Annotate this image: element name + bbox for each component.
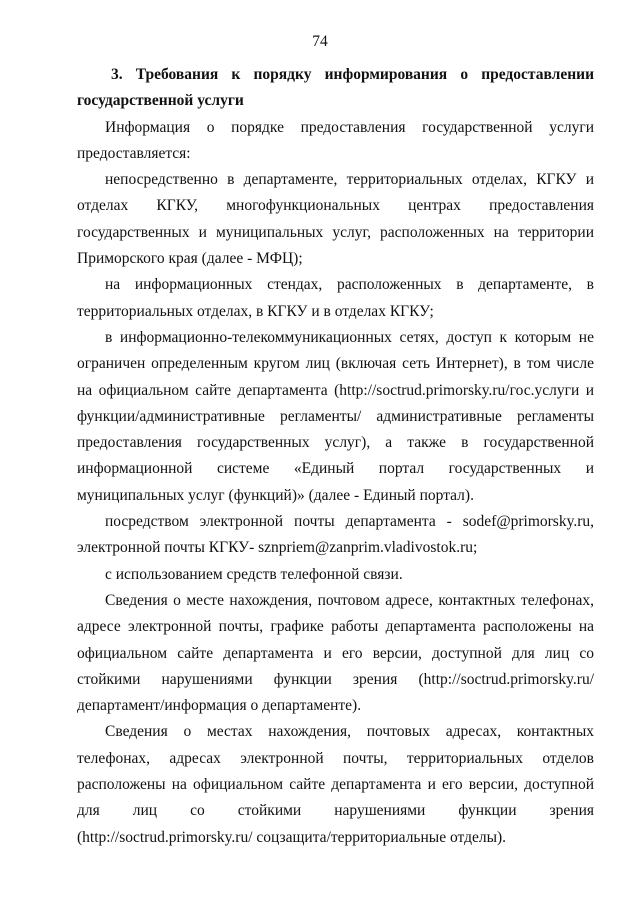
paragraph-info-stands: на информационных стендах, расположенных в департаменте, в территориальных отделах, в КГКУ и в отделах КГКУ;: [77, 276, 594, 320]
page-number: 74: [312, 33, 328, 50]
document-body: [77, 62, 594, 851]
paragraph-phone: с использованием средств телефонной связи.: [105, 565, 403, 583]
paragraph-in-person: непосредственно в департаменте, территориальных отделах, КГКУ и отделах КГКУ, многофункциональных центрах предоставления государственных и муниципальных услуг, расположенных на территории Приморского края (далее - МФЦ);: [77, 171, 594, 268]
paragraph-territorial-offices: Сведения о местах нахождения, почтовых адресах, контактных телефонах, адресах электронной почты, территориальных отделов расположены на официальном сайте департамента и его версии, доступной для лиц со стойкими нарушениями функции зрения (http://soctrud.primorsky.ru/ соцзащита/территориальные отделы).: [77, 723, 594, 846]
paragraph-department-info: Сведения о месте нахождения, почтовом адресе, контактных телефонах, адресе электронной почты, графике работы департамента расположены на официальном сайте департамента и его версии, доступной для лиц со стойкими нарушениями функции зрения (http://soctrud.primorsky.ru/ департамент/информация о департаменте).: [77, 591, 594, 715]
section-heading: 3. Требования к порядку информирования о предоставлении государственной услуги: [77, 66, 594, 110]
paragraph-email: посредством электронной почты департамента - sodef@primorsky.ru, электронной почты КГКУ- sznpriem@zanprim.vladivostok.ru;: [77, 513, 594, 557]
paragraph-intro: Информация о порядке предоставления государственной услуги предоставляется:: [77, 118, 594, 162]
paragraph-internet: в информационно-телекоммуникационных сетях, доступ к которым не ограничен определенным кругом лиц (включая сеть Интернет), в том числе на официальном сайте департамента (http://soctrud.primorsky.ru/гос.услуги и функции/административные регламенты/ административные регламенты предоставления государственных услуг), а также в государственной информационной системе «Единый портал государственных и муниципальных услуг (функций)» (далее - Единый портал).: [77, 328, 594, 504]
